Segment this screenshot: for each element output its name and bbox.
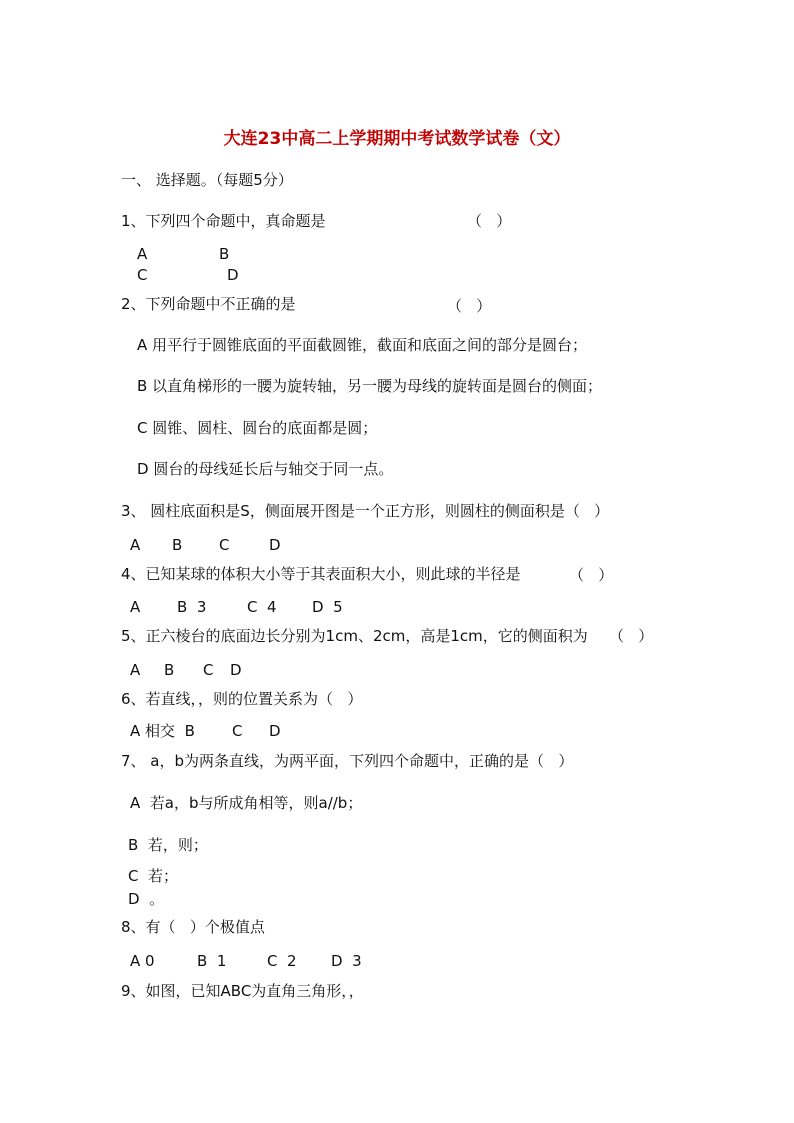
question-1-option-a: A [137,245,148,263]
page-title: 大连23中高二上学期期中考试数学试卷（文） [223,129,571,149]
section-heading: 一、 选择题。（每题5分） [121,171,293,189]
question-3-stem: 3、 圆柱底面积是S，侧面展开图是一个正方形，则圆柱的侧面积是（ ） [121,502,610,520]
question-8-stem: 8、有（ ）个极值点 [121,918,265,936]
question-2-bracket: （ ） [447,297,492,315]
question-5-bracket: （ ） [609,627,654,645]
question-8-option-c: C 2 [267,952,297,970]
question-1-option-c: C [137,266,148,284]
question-2-option-a: A 用平行于圆锥底面的平面截圆锥，截面和底面之间的部分是圆台； [137,336,588,354]
question-2-option-d: D 圆台的母线延长后与轴交于同一点。 [137,460,394,478]
question-4-bracket: （ ） [569,566,614,584]
question-5-option-d: D [230,661,242,679]
question-5-stem: 5、正六棱台的底面边长分别为1cm、2cm，高是1cm，它的侧面积为 [121,627,588,645]
question-6-option-a-b: A 相交 B [130,722,195,740]
question-3-option-b: B [172,536,183,554]
question-9-stem: 9、如图，已知ABC为直角三角形，， [121,982,364,1000]
question-5-option-a: A [130,661,141,679]
question-6-stem: 6、若直线，，则的位置关系为（ ） [121,690,363,708]
question-7-option-a: A 若a，b与所成角相等，则a//b； [130,794,363,812]
question-4-option-d: D 5 [312,598,343,616]
question-8-option-a: A 0 [130,952,155,970]
question-1-stem: 1、下列四个命题中，真命题是 [121,212,326,230]
question-2-stem: 2、下列命题中不正确的是 [121,295,296,313]
question-1-bracket: （ ） [467,212,512,230]
question-6-option-c: C [232,722,243,740]
question-4-stem: 4、已知某球的体积大小等于其表面积大小，则此球的半径是 [121,565,521,583]
question-2-option-b: B 以直角梯形的一腰为旋转轴，另一腰为母线的旋转面是圆台的侧面； [137,377,603,395]
question-3-option-a: A [130,536,141,554]
question-4-option-a: A [130,598,141,616]
question-7-option-b: B 若，则； [128,836,208,854]
question-2-option-c: C 圆锥、圆柱、圆台的底面都是圆； [137,419,378,437]
question-4-option-b: B 3 [177,598,207,616]
question-7-stem: 7、 a，b为两条直线，为两平面，下列四个命题中，正确的是（ ） [121,752,574,770]
question-3-option-d: D [269,536,281,554]
question-4-option-c: C 4 [247,598,277,616]
question-5-option-b: B [164,661,175,679]
question-8-option-b: B 1 [197,952,227,970]
question-7-option-d: D 。 [128,890,165,908]
question-3-option-c: C [219,536,230,554]
question-1-option-b: B [219,245,230,263]
question-6-option-d: D [269,722,281,740]
question-7-option-c: C 若； [128,867,179,885]
question-5-option-c: C [203,661,214,679]
question-1-option-d: D [227,266,239,284]
question-8-option-d: D 3 [331,952,362,970]
